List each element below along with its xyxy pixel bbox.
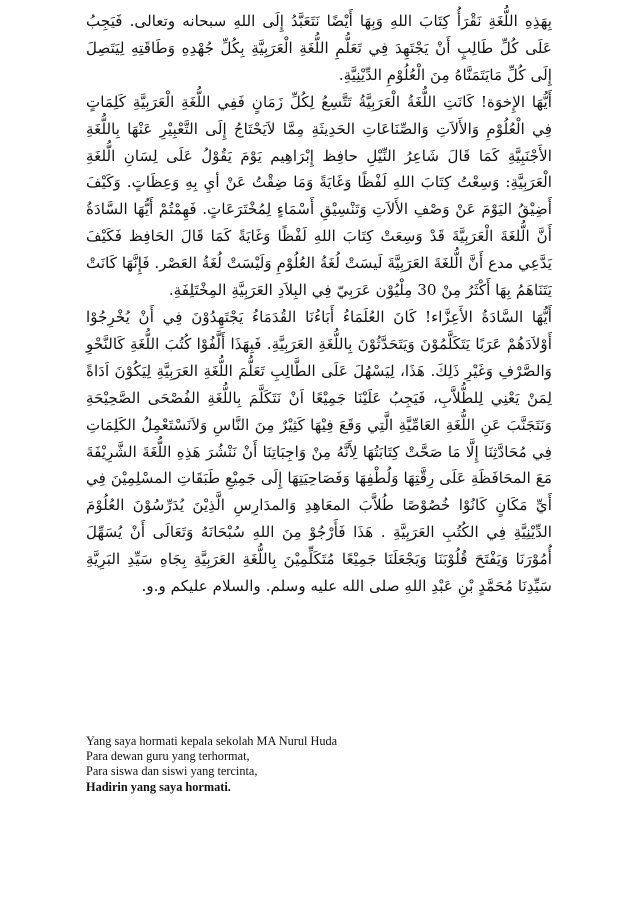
greeting-line-students: Para siswa dan siswi yang tercinta, — [86, 764, 258, 779]
greeting-line-principal: Yang saya hormati kepala sekolah MA Nurul Huda — [86, 734, 338, 748]
indonesian-greeting — [86, 734, 556, 795]
greeting-line-teachers: Para dewan guru yang terhormat, — [86, 749, 250, 764]
arabic-speech-body — [86, 8, 552, 600]
arabic-paragraph-3: أَيُّهَا السَّادَةُ الأَعِزَّاء! كَانَ العُلَمَاءُ أَبَاءُنَا القُدَمَاءُ يَجْتَهِدُوْنَ فِي أَنْ يُخْرِجُوْا أَوْلاَدَهُمْ عَرَبًا يَتَكَلَّمُوْنَ وَيَتَحَدَّثُوْنَ بِاللُّغَةِ العَرَبِيَّةِ. فَبِهَذَا أَلَّفُوْا كُتُبَ اللُّغَةِ كَالنَّحْوِ وَالصَّرْفِ وَغَيْرِ ذَلِكَ. هَذَا، لِيَسْهُلَ عَلَى الطَّالِبِ تَعَلُّمَ اللُّغَةِ العَرَبِيَّةِ لِيَكُوْنَ اَدَاةً لِمَنْ يَعْنِي لِلطُّلاَّبِ، فَيَجِبُ عَلَيْنَا جَمِيْعًا اَنْ نَتَكَلَّمَ بِاللُّغَةِ الفُصْحَى الصَّحِيْحَةِ وَنَتَجَنَّبَ عَنِ اللُّغَةِ العَامِّيَّةِ الَّتِي وَقَعَ فِيْهَا كَثِيْرٌ مِنَ النَّاسِ وَلاَنَسْتَعْمِلُ الكَلِمَاتِ فِي مُحَادَّثِنَا إِلَّا مَا صَحَّتْ كِتَابَتُهَا لِأَنَّهُ مِنْ وَاجِبَاتِنَا أَنْ نَنْشُرَ هَذِهِ اللُّغَةَ الشَّرِيْفَةَ مَعَ المحَافَظَةِ عَلَى رِقَّتِهَا وَلُطْفِهَا وَفَصَاحِيَتِهَا إِلَى جَمِيْعِ طَبَقَاتِ المسْلِمِيْنَ فِي أَيِّ مَكَانٍ كَانُوْا خُصُوْصًا طُلاَّبَ المعَاهِدِ وَالمدَارِسِ الَّذِيْنَ يُدَرِّسُوْنَ العُلُوْمَ الدِّيْنِيَّةِ فِي الكُتُبِ العَرَبِيَّةِ . هَذَا فَأَرْجُوْ مِنَ اللهِ سُبْحَانَهُ وَتَعَالَى أَنْ يُسَهِّلَ أُمُوْرَنَا وَيَفْتَحَ قُلُوْبَنَا وَيَجْعَلَنَا جَمِيْعًا مُتَكَلِّمِيْنَ بِاللُّغَةِ العَرَبِيَّةِ بِجَاهِ سَيِّدِ البَرِيَّةِ سَيِّدِنَا مُحَمَّدٍ بْنِ عَبْدِ اللهِ صلى الله عليه وسلم. والسلام عليكم و.و. — [86, 307, 552, 596]
arabic-paragraph-2: أَيُّهَا الإِخوَة! كَانَتِ اللُّغَةُ الْعَرَبِيَّةُ تَتَّسِعُ لِكُلِّ زَمَانٍ فَفِي اللُّغَةِ الْعَرَبِيَّةِ كَلِمَاتٍ فِي الْعُلُوْمِ وَالأَلاَتِ وَالصِّنَاعَاتِ الحَدِيثَةِ مِمَّا لاَيَحْتَاجُ إِلَى التَّعْبِيْرِ عَنْهَا بِاللُّغَةِ الأَجْنَبِيَّةِ كَمَا قَالَ شَاعِرُ النِّيْلِ حافِظ إِبْرَاهِيم يَوْمَ يَقُوْلُ عَلَى لِسَانِ الُّلغَةِ الْعَرَبِيَّةِ: وَسِعْتُ كِتَابَ اللهِ لَفْظًا وَغَايَةً وَمَا ضِقْتُ عَنْ أيِ بِهِ وَعِظَاتٍ. وَكَيْفَ أَضِيْقُ اليَوْمَ عَنْ وَصْفِ الأَلاَتِ وَتَنْسِيْقِ أَسْمَاءٍ لِمُخْتَرَعَاتٍ. فَهِمْتُمْ أَيُّهَا السَّادَةُ أَنَّ الُّلغَةَ الْعَرَبِيَّةَ قَدْ وَسِعَتْ كِتَابَ اللهِ لَفْظًا وَغَايَةً كَمَا قَالَ الحَافِظ فَكَيْفَ يَدَّعِي مدع أَنَّ الُّلغَةَ العَرَبِيَّةَ لَيسَتْ لُغَةُ العُلُوْمِ وَلَيْسَتْ لُغَةُ العَصْر. فَإِنَّهَا كَانَتْ يَتَنَاهَمُ بِهَا أَكْثَرُ مِنْ 30 مِلْيُوْن عَرَبِيّ فِي البِلاَدِ العَرَبِيَّةِ المِخْتَلِفَةِ. — [86, 92, 552, 300]
greeting-line-audience: Hadirin yang saya hormati. — [86, 779, 231, 794]
arabic-paragraph-1: بِهَذِهِ اللُّغَةِ نَقْرَأُ كِتَابَ اللهِ وَبِهَا أَيْضًا نَتَعَبَّدُ إِلَى اللهِ سبحانه وتعالى. فَيَجِبُ عَلَى كُلِّ طَالِبٍ أَنْ يَجْتَهِدَ فِي تَعَلُّمِ اللُّغَةِ الْعَرَبِيَّةِ بِكُلِّ جُهْدِهِ وَطَاقَتِهِ لِيَتَصِلَ إِلَى كُلِّ مَايَتَمَنَّاهُ مِنَ الْعُلُوْمِ الدِّيْنِيَّةِ. — [86, 12, 552, 84]
